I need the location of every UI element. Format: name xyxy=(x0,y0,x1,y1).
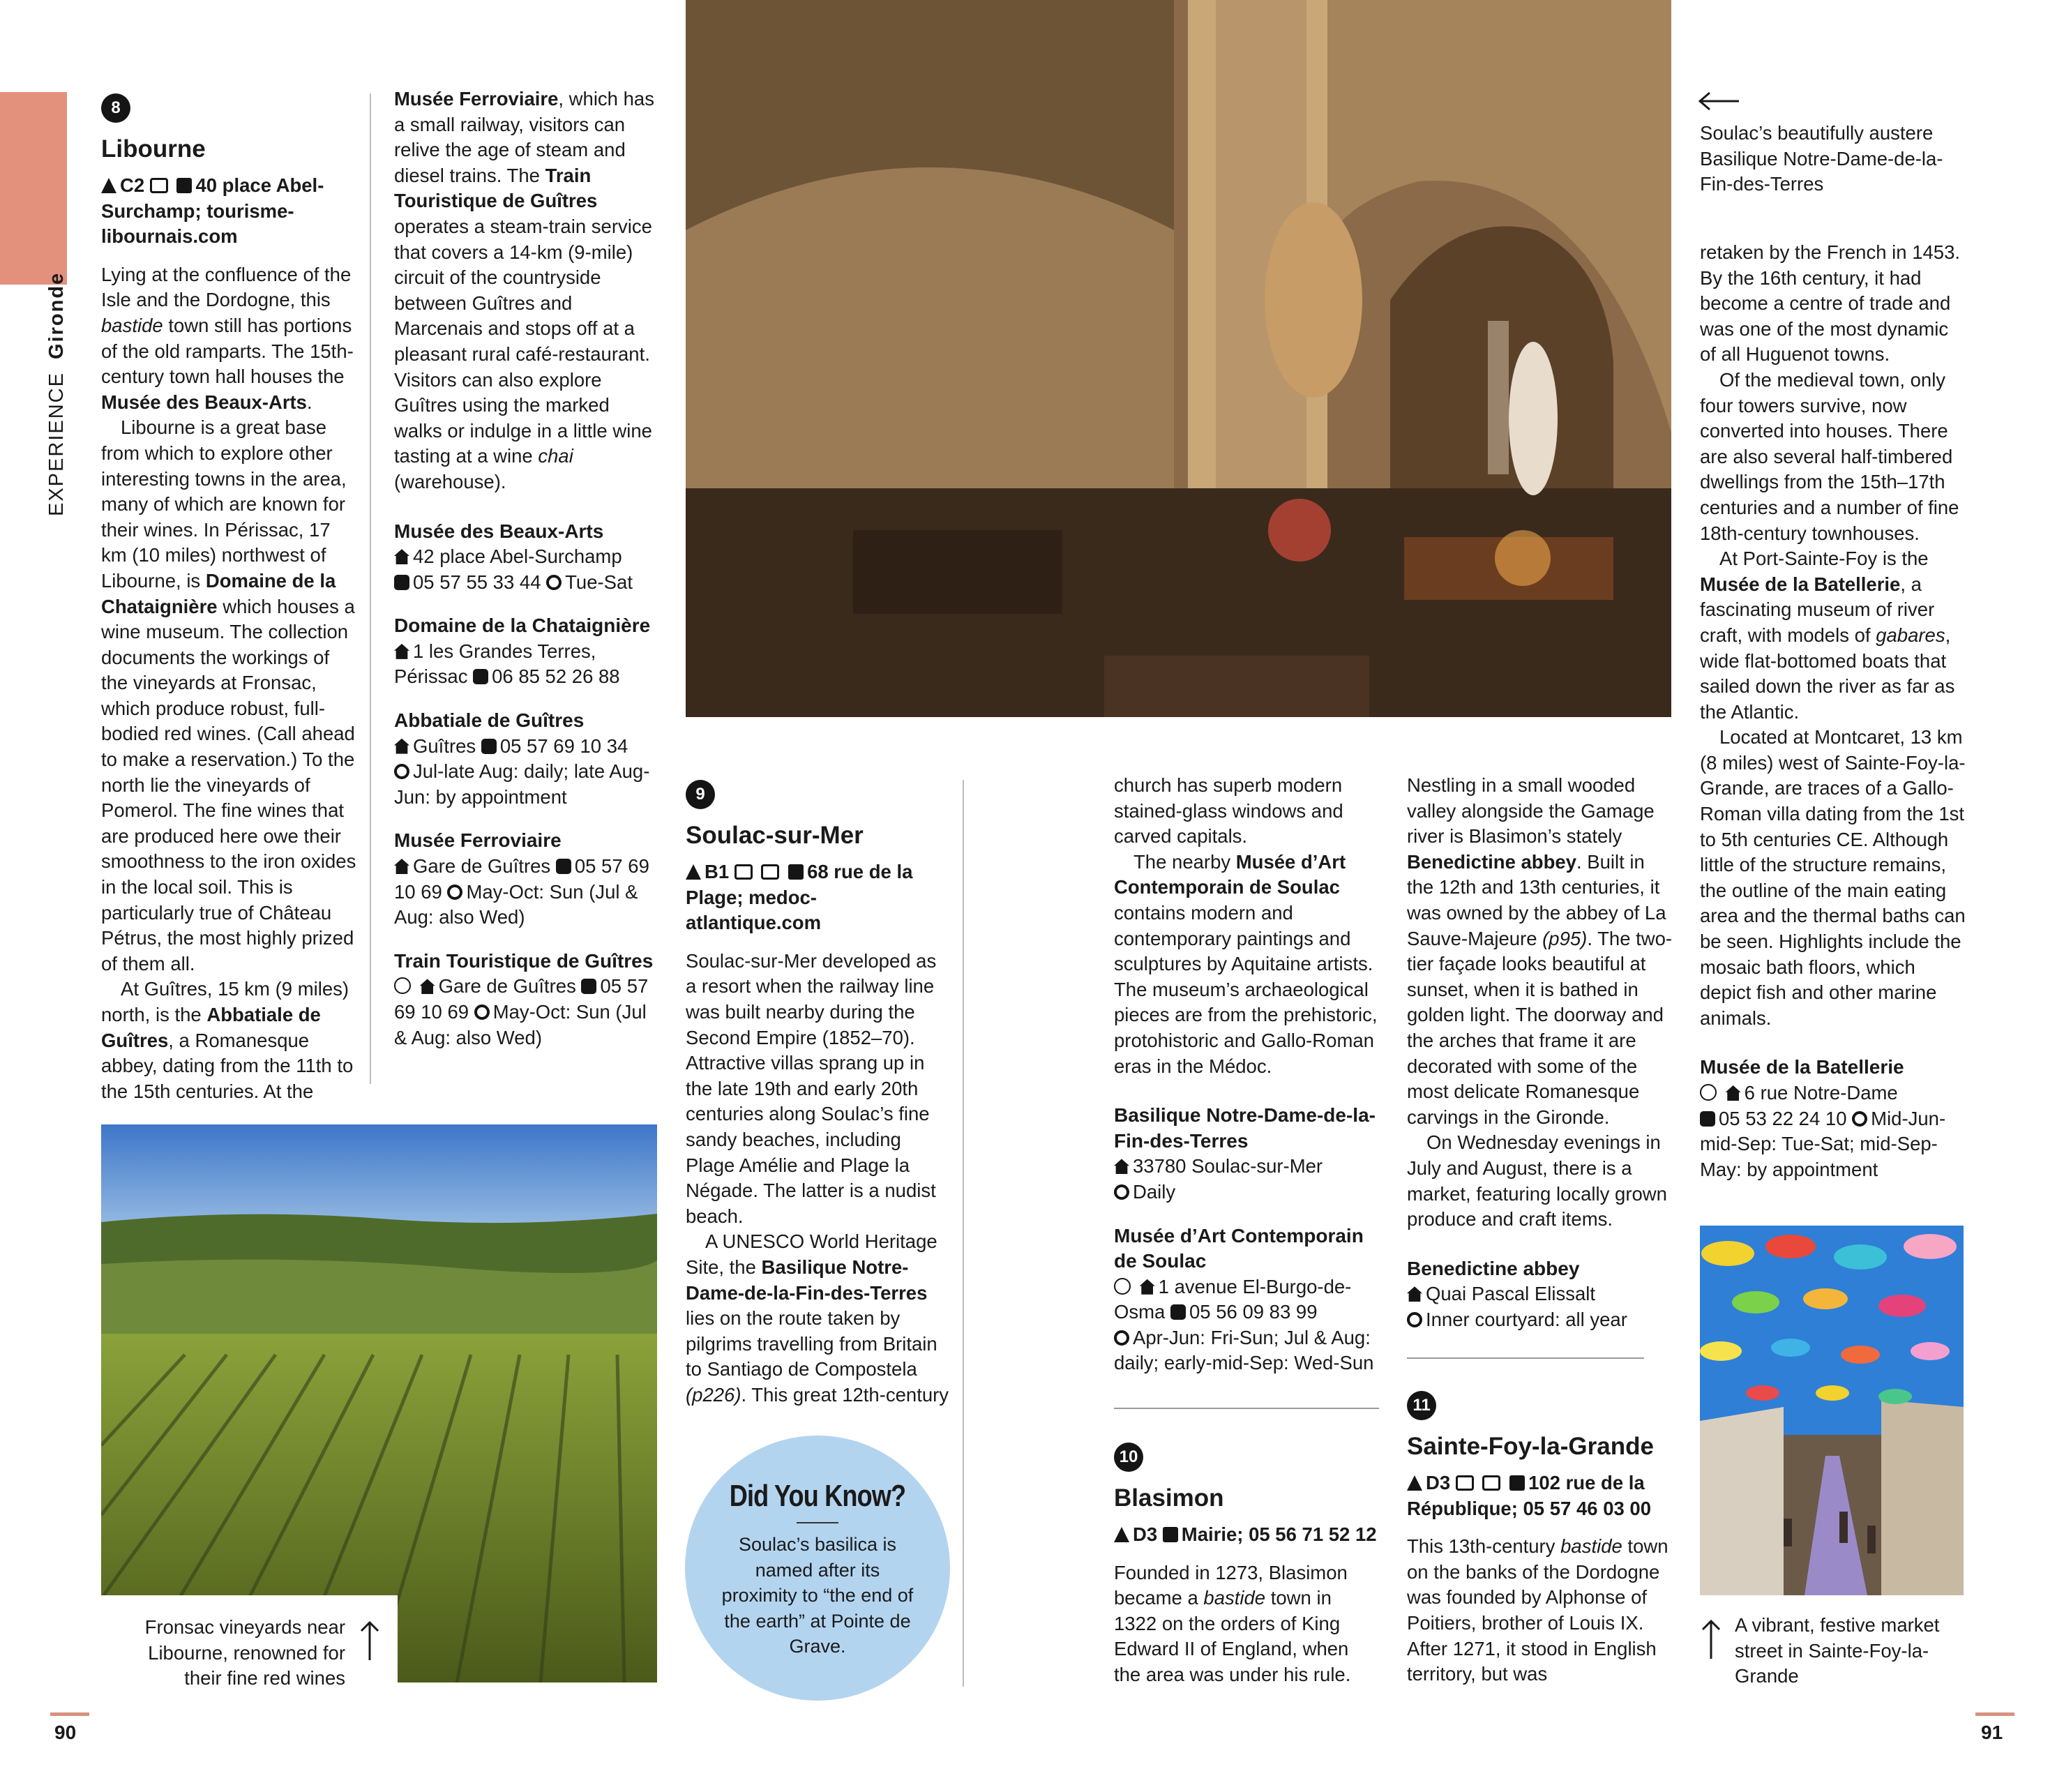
clock-icon xyxy=(474,1004,490,1020)
bus-icon xyxy=(1482,1475,1500,1491)
info-sainte-foy-address: 102 rue de la République; 05 57 46 03 00 xyxy=(1407,1472,1652,1519)
map-icon xyxy=(686,864,701,880)
section-number-libourne: 8 xyxy=(101,93,130,123)
clock-icon xyxy=(1852,1111,1867,1127)
listing-title: Domaine de la Chataignière xyxy=(394,615,651,637)
phone-icon xyxy=(1700,1111,1715,1127)
info-icon xyxy=(788,864,804,880)
address-icon xyxy=(1726,1085,1741,1101)
column-blasimon xyxy=(1114,1443,1379,1688)
caption-sainte-foy: A vibrant, festive market street in Sainte-Foy-la-Grande xyxy=(1735,1614,1940,1687)
sidebar-label-bold: Gironde xyxy=(45,271,68,359)
column-sainte-foy xyxy=(1407,1391,1675,1687)
sidebar-label-light: EXPERIENCE xyxy=(45,372,68,516)
wheelchair-icon xyxy=(1114,1278,1131,1295)
section-number-sainte-foy: 11 xyxy=(1407,1391,1436,1420)
column-soulac-cont xyxy=(1114,773,1389,1376)
phone-icon xyxy=(394,575,409,590)
paragraph: On Wednesday evenings in July and August, there is a market, featuring locally grown produce and craft items. xyxy=(1407,1131,1667,1230)
address-icon xyxy=(394,859,409,874)
listing-title: Basilique Notre-Dame-de-la-Fin-des-Terres xyxy=(1114,1104,1376,1152)
umbrella-street-photo xyxy=(1700,1226,1964,1595)
info-soulac-address: 68 rue de la Plage; medoc-atlantique.com xyxy=(686,861,913,934)
paragraph: Libourne is a great base from which to explore other interesting towns in the area, many of which are known for their wines. In Périssac, 17 km (10 miles) northwest of Libourne, is Domaine de la Chataignière which houses a wine museum. The collection documents the workings of the vineyards at Fronsac, which produce robust, full-bodied red wines. (Call ahead to make a reservation.) To the north lie the vineyards of Pomerol. The fine wines that are produced here owe their smoothness to the iron oxides in the local soil. This is particularly true of Château Pétrus, the most highly prized of them all. xyxy=(101,416,356,974)
address-icon xyxy=(1407,1286,1422,1302)
phone-icon xyxy=(1170,1304,1186,1320)
paragraph: retaken by the French in 1453. By the 16th century, it had become a centre of trade and was one of the most dynamic of all Huguenot towns. xyxy=(1700,241,1961,366)
paragraph: This 13th-century bastide town on the banks of the Dordogne was founded by Alphonse of Poitiers, brother of Louis IX. After 1271, it stood in English territory, but was xyxy=(1407,1535,1668,1685)
info-icon xyxy=(1509,1475,1525,1491)
address-icon xyxy=(394,644,409,659)
listing-title: Musée de la Batellerie xyxy=(1700,1056,1904,1078)
listing-details: 42 place Abel-Surchamp 05 57 55 33 44 Tue-Sat xyxy=(394,544,659,595)
listing-title: Train Touristique de Guîtres xyxy=(394,949,654,972)
section-title-soulac: Soulac-sur-Mer xyxy=(686,822,864,849)
bus-icon xyxy=(150,178,168,193)
map-icon xyxy=(1114,1527,1129,1542)
listing-title: Musée Ferroviaire xyxy=(394,829,562,852)
arrow-up-icon xyxy=(359,1620,380,1662)
info-icon xyxy=(1163,1527,1178,1542)
clock-icon xyxy=(447,884,462,900)
paragraph: Soulac-sur-Mer developed as a resort when the railway line was built nearby during the Second Empire (1852–70). Attractive villas sprang up in the late 19th and early 20th centuries along Soulac’s fine sandy beaches, including Plage Amélie and Plage la Négade. The latter is a nudist beach. xyxy=(686,949,937,1227)
column-guitres xyxy=(394,86,659,1051)
paragraph: At Guîtres, 15 km (9 miles) north, is the Abbatiale de Guîtres, a Romanesque abbey, dating from the 11th to the 15th centuries. At the xyxy=(101,978,354,1102)
listing-title: Benedictine abbey xyxy=(1407,1257,1580,1279)
basilica-photo xyxy=(686,0,1671,717)
info-libourne-address: 40 place Abel-Surchamp; tourisme-libournais.com xyxy=(101,174,324,248)
section-title-sainte-foy: Sainte-Foy-la-Grande xyxy=(1407,1433,1654,1460)
paragraph: Lying at the confluence of the Isle and the Dordogne, this bastide town still has portions of the old ramparts. The 15th-century town hall houses the Musée des Beaux-Arts. xyxy=(101,263,354,413)
train-icon xyxy=(1456,1475,1474,1491)
umbrella-illustration xyxy=(1700,1226,1964,1595)
train-icon xyxy=(735,864,753,880)
address-icon xyxy=(1114,1159,1129,1174)
phone-icon xyxy=(481,739,497,754)
column-blasimon-cont xyxy=(1407,773,1675,1332)
info-blasimon-address: Mairie; 05 56 71 52 12 xyxy=(1181,1523,1377,1545)
paragraph: Nestling in a small wooded valley alongside the Gamage river is Blasimon’s stately Benedictine abbey. Built in the 12th and 13th centuries, it was owned by the abbey of La Sauve-Majeure (p95). The two-tier façade looks beautiful at sunset, when it is bathed in golden light. The doorway and the arches that frame it are decorated with some of the most delicate Romanesque carvings in the Gironde. xyxy=(1407,774,1673,1128)
caption-soulac: Soulac’s beautifully austere Basilique Notre-Dame-de-la-Fin-des-Terres xyxy=(1700,122,1943,195)
column-libourne xyxy=(101,93,358,1104)
did-you-know-divider xyxy=(797,1522,838,1523)
page-number-right: 91 xyxy=(1981,1722,2003,1743)
info-blasimon: D3 Mairie; 05 56 71 52 12 xyxy=(1114,1522,1379,1548)
wheelchair-icon xyxy=(394,977,411,994)
arrow-left-icon xyxy=(1698,91,1740,112)
clock-icon xyxy=(1407,1312,1422,1327)
phone-icon xyxy=(473,669,488,684)
vineyard-illustration xyxy=(101,1124,657,1682)
column-divider xyxy=(963,780,964,1687)
page-number-bar xyxy=(1975,1712,2014,1716)
address-icon xyxy=(394,549,409,564)
column-sainte-foy-cont xyxy=(1700,240,1968,1182)
clock-icon xyxy=(546,575,562,590)
page-number-left: 90 xyxy=(54,1722,77,1743)
section-title-libourne: Libourne xyxy=(101,135,206,163)
page-number-bar xyxy=(50,1712,89,1716)
clock-icon xyxy=(1114,1330,1129,1346)
listing-details: Guîtres 05 57 69 10 34 Jul-late Aug: daily; late Aug-Jun: by appointment xyxy=(394,735,650,808)
bus-icon xyxy=(761,864,779,880)
section-number-blasimon: 10 xyxy=(1114,1443,1143,1472)
did-you-know-body: Soulac’s basilica is named after its proximity to “the end of the earth” at Pointe de Grave. xyxy=(721,1534,914,1657)
map-icon xyxy=(101,178,116,193)
listing-details: Quai Pascal Elissalt Inner courtyard: all year xyxy=(1407,1281,1675,1332)
listing-details: 1 les Grandes Terres, Périssac 06 85 52 26 88 xyxy=(394,640,620,688)
paragraph: Located at Montcaret, 13 km (8 miles) west of Sainte-Foy-la-Grande, are traces of a Gallo-Roman villa dating from the 1st to 5th centuries CE. Although little of the structure remains, the outline of the main eating area and the thermal baths can be seen. Highlights include the mosaic bath floors, which depict fish and other marine animals. xyxy=(1700,726,1966,1029)
info-icon xyxy=(176,178,192,193)
listing-title: Musée d’Art Contemporain de Soulac xyxy=(1114,1224,1364,1272)
paragraph: Musée Ferroviaire, which has a small railway, visitors can relive the age of steam and diesel trains. The Train Touristique de Guîtres operates a steam-train service that covers a 14-km (9-mile) circuit of the countryside between Guîtres and Marcenais and stops off at a pleasant rural café-restaurant. Visitors can also explore Guîtres using the marked walks or indulge in a little wine tasting at a wine chai (warehouse). xyxy=(394,88,654,492)
arrow-up-icon xyxy=(1701,1618,1722,1660)
section-divider xyxy=(1114,1408,1379,1409)
sidebar-label xyxy=(45,272,68,516)
listing-details: 1 avenue El-Burgo-de-Osma 05 56 09 83 99 Apr-Jun: Fri-Sun; Jul & Aug: daily; early-mid-Sep: Wed-Sun xyxy=(1114,1275,1374,1374)
clock-icon xyxy=(394,764,409,779)
paragraph: At Port-Sainte-Foy is the Musée de la Batellerie, a fascinating museum of river craft, with models of gabares, wide flat-bottomed boats that sailed down the river as far as the Atlantic. xyxy=(1700,548,1955,723)
info-soulac: B1 68 rue de la Plage; medoc-atlantique.com xyxy=(686,861,913,934)
did-you-know-title: Did You Know? xyxy=(729,1479,906,1513)
listing-title: Abbatiale de Guîtres xyxy=(394,709,585,732)
clock-icon xyxy=(1114,1184,1129,1200)
paragraph: A UNESCO World Heritage Site, the Basilique Notre-Dame-de-la-Fin-des-Terres lies on the route taken by pilgrims travelling from Britain to Santiago de Compostela (p226). This great 12th-century xyxy=(686,1230,949,1406)
did-you-know-callout xyxy=(685,1436,950,1701)
sidebar-tab xyxy=(0,92,67,285)
info-sainte-foy: D3 102 rue de la République; 05 57 46 03 00 xyxy=(1407,1472,1652,1519)
vineyard-photo xyxy=(101,1124,657,1682)
map-icon xyxy=(1407,1475,1422,1491)
phone-icon xyxy=(556,859,571,874)
wheelchair-icon xyxy=(1700,1084,1717,1101)
address-icon xyxy=(1140,1279,1155,1295)
phone-icon xyxy=(581,979,596,994)
caption-fronsac: Fronsac vineyards near Libourne, renowned for their fine red wines xyxy=(144,1616,345,1689)
section-divider xyxy=(1407,1357,1644,1359)
listing-details: 33780 Soulac-sur-Mer Daily xyxy=(1114,1154,1389,1205)
paragraph: church has superb modern stained-glass windows and carved capitals. xyxy=(1114,774,1343,848)
paragraph: Of the medieval town, only four towers survive, now converted into houses. There are also several half-timbered dwellings from the 15th–17th centuries and a number of fine 18th-century townhouses. xyxy=(1700,368,1959,544)
address-icon xyxy=(420,979,435,994)
address-icon xyxy=(394,739,409,754)
info-libourne: C2 40 place Abel-Surchamp; tourisme-libournais.com xyxy=(101,174,324,248)
listing-title: Musée des Beaux-Arts xyxy=(394,520,604,542)
paragraph: Founded in 1273, Blasimon became a bastide town in 1322 on the orders of King Edward II of England, when the area was under his rule. xyxy=(1114,1561,1351,1685)
listing-details: Gare de Guîtres 05 57 69 10 69 May-Oct: Sun (Jul & Aug: also Wed) xyxy=(394,975,649,1048)
paragraph: The nearby Musée d’Art Contemporain de Soulac contains modern and contemporary paintings and sculptures by Aquitaine artists. The museum’s archaeological pieces are from the prehistoric, protohistoric and Gallo-Roman eras in the Médoc. xyxy=(1114,850,1378,1077)
basilica-illustration xyxy=(686,0,1671,717)
section-title-blasimon: Blasimon xyxy=(1114,1484,1224,1512)
section-number-soulac: 9 xyxy=(686,780,715,809)
listing-details: Gare de Guîtres 05 57 69 10 69 May-Oct: Sun (Jul & Aug: also Wed) xyxy=(394,855,649,928)
listing-details: 6 rue Notre-Dame 05 53 22 24 10 Mid-Jun-mid-Sep: Tue-Sat; mid-Sep-May: by appointment xyxy=(1700,1082,1946,1180)
column-divider xyxy=(370,93,371,1084)
column-soulac xyxy=(686,780,951,1408)
